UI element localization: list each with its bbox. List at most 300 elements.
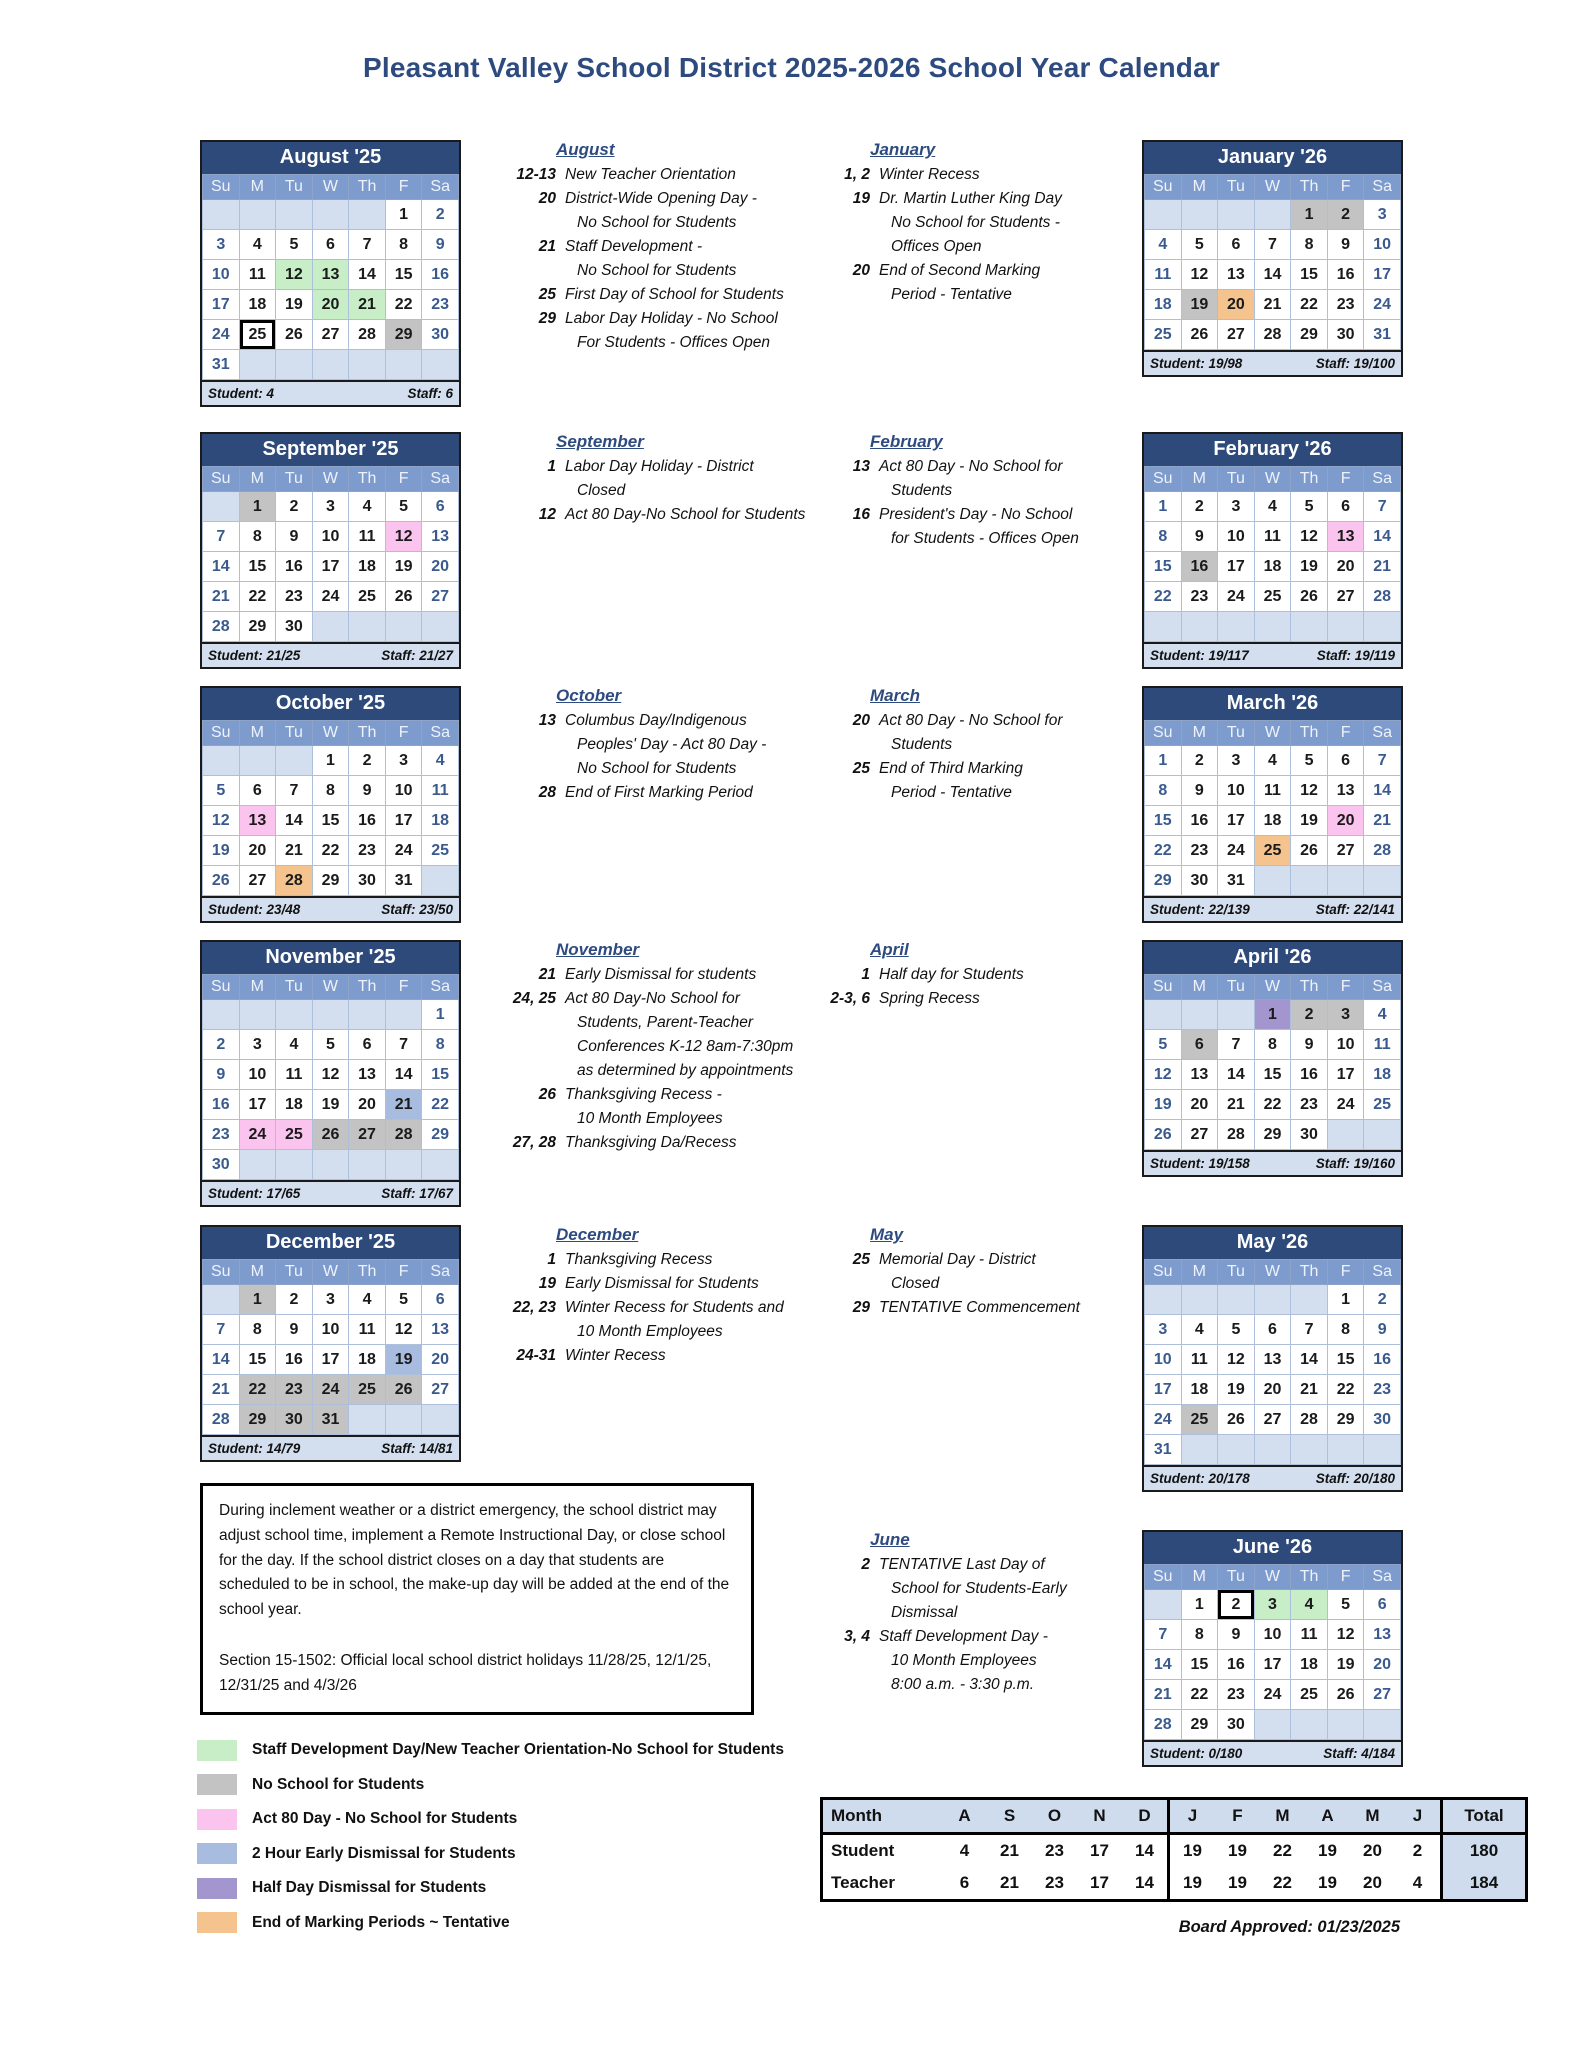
event-dates: 12	[538, 506, 556, 523]
day-cell	[1291, 1710, 1328, 1740]
day-cell	[312, 612, 349, 642]
day-cell	[203, 492, 240, 522]
event-line	[492, 1059, 804, 1083]
calendar-month-title: August '25	[202, 142, 459, 174]
event-line	[492, 163, 804, 187]
event-text: Columbus Day/Indigenous	[565, 712, 747, 729]
week-row	[203, 1405, 459, 1435]
day-cell: 11	[1364, 1030, 1401, 1060]
day-cell: 9	[203, 1060, 240, 1090]
day-cell: 27	[1327, 836, 1364, 866]
day-cell: 17	[312, 1345, 349, 1375]
calendar-month-title: October '25	[202, 688, 459, 720]
day-cell: 3	[1218, 746, 1255, 776]
summary-header-cell: N	[1077, 1799, 1122, 1834]
week-row	[1145, 1285, 1401, 1315]
summary-cell: 19	[1228, 1841, 1247, 1860]
day-cell: 17	[1218, 806, 1255, 836]
day-header: F	[385, 175, 422, 200]
events-month-title: September	[556, 432, 644, 451]
event-dates	[492, 331, 565, 355]
summary-cell: 23	[1045, 1873, 1064, 1892]
day-cell-gray: 16	[1181, 552, 1218, 582]
day-cell: 11	[349, 522, 386, 552]
day-header: Su	[1145, 175, 1182, 200]
event-text: Act 80 Day-No School for	[565, 990, 740, 1007]
day-cell	[203, 1285, 240, 1315]
day-header: Su	[1145, 1565, 1182, 1590]
day-cell: 19	[312, 1090, 349, 1120]
day-cell: 19	[276, 290, 313, 320]
day-header: M	[1181, 1565, 1218, 1590]
event-text: Peoples' Day - Act 80 Day -	[577, 736, 767, 753]
day-cell	[349, 350, 386, 380]
day-cell: 13	[1327, 776, 1364, 806]
calendar-day-counts	[1144, 642, 1401, 667]
event-line	[492, 1272, 804, 1296]
day-cell: 11	[1254, 522, 1291, 552]
day-cell-pink: 13	[1327, 522, 1364, 552]
event-dates	[492, 1011, 565, 1035]
event-text: as determined by appointments	[577, 1062, 794, 1079]
event-text: Staff Development -	[565, 238, 702, 255]
day-cell	[1254, 612, 1291, 642]
day-cell-orange: 20	[1218, 290, 1255, 320]
week-row	[203, 320, 459, 350]
day-cell: 28	[1291, 1405, 1328, 1435]
legend-label: Half Day Dismissal for Students	[252, 1879, 487, 1897]
day-cell: 27	[239, 866, 276, 896]
day-cell-blue: 21	[385, 1090, 422, 1120]
day-cell: 29	[312, 866, 349, 896]
day-header: Tu	[276, 975, 313, 1000]
day-cell	[1218, 1000, 1255, 1030]
calendar-day-counts	[202, 1435, 459, 1460]
day-cell	[239, 1150, 276, 1180]
day-cell: 16	[203, 1090, 240, 1120]
day-cell: 25	[349, 582, 386, 612]
day-cell	[239, 746, 276, 776]
event-text: Half day for Students	[879, 966, 1024, 983]
day-header: M	[1181, 1260, 1218, 1285]
student-day-count: Student: 22/139	[1150, 902, 1250, 917]
day-cell: 11	[276, 1060, 313, 1090]
day-cell: 4	[1254, 746, 1291, 776]
day-header: Sa	[422, 467, 459, 492]
day-cell: 5	[1145, 1030, 1182, 1060]
event-dates: 1	[547, 458, 556, 475]
event-dates	[492, 733, 565, 757]
day-cell: 16	[276, 1345, 313, 1375]
events-january	[806, 140, 1118, 307]
event-text: For Students - Offices Open	[577, 334, 770, 351]
day-cell: 12	[1181, 260, 1218, 290]
week-row	[1145, 1710, 1401, 1740]
day-cell-gray: 29	[385, 320, 422, 350]
day-header: W	[312, 175, 349, 200]
day-header: Tu	[1218, 721, 1255, 746]
day-header-row	[1145, 1260, 1401, 1285]
day-header-row	[203, 721, 459, 746]
day-header: W	[1254, 175, 1291, 200]
day-cell-gray: 28	[385, 1120, 422, 1150]
event-line	[492, 1248, 804, 1272]
day-header-row	[203, 1260, 459, 1285]
calendar-table	[1144, 720, 1401, 896]
events-september	[492, 432, 804, 527]
day-cell	[1327, 612, 1364, 642]
day-cell: 26	[203, 866, 240, 896]
event-line	[806, 1673, 1118, 1697]
day-header: Su	[203, 721, 240, 746]
day-cell: 14	[1254, 260, 1291, 290]
event-text: Act 80 Day - No School for	[879, 712, 1063, 729]
event-dates: 1	[547, 1251, 556, 1268]
day-cell-gray: 23	[276, 1375, 313, 1405]
event-line	[492, 1107, 804, 1131]
day-cell: 1	[1327, 1285, 1364, 1315]
summary-header-cell: Total	[1442, 1799, 1527, 1834]
day-header: F	[385, 1260, 422, 1285]
event-line	[806, 709, 1118, 733]
day-cell: 21	[1291, 1375, 1328, 1405]
event-line	[806, 503, 1118, 527]
day-cell: 27	[1181, 1120, 1218, 1150]
day-header: Th	[1291, 1565, 1328, 1590]
day-header: W	[1254, 975, 1291, 1000]
event-dates: 28	[538, 784, 556, 801]
calendar-month-title: June '26	[1144, 1532, 1401, 1564]
legend-item	[197, 1837, 784, 1872]
day-header-row	[1145, 467, 1401, 492]
event-line	[492, 1344, 804, 1368]
week-row	[203, 552, 459, 582]
summary-header-cell: Month	[822, 1799, 943, 1834]
day-cell: 2	[1181, 746, 1218, 776]
day-cell: 28	[1218, 1120, 1255, 1150]
week-row	[203, 522, 459, 552]
day-header: Sa	[1364, 1565, 1401, 1590]
legend-label: Act 80 Day - No School for Students	[252, 1810, 518, 1828]
events-month-title: February	[870, 432, 943, 451]
day-cell: 23	[1181, 836, 1218, 866]
day-cell: 13	[422, 522, 459, 552]
day-header: F	[1327, 975, 1364, 1000]
day-header: F	[1327, 1260, 1364, 1285]
day-cell: 18	[1291, 1650, 1328, 1680]
event-line	[492, 709, 804, 733]
event-text: No School for Students	[577, 262, 737, 279]
day-cell: 1	[312, 746, 349, 776]
week-row	[1145, 1590, 1401, 1620]
month-calendar-september-25	[200, 432, 461, 669]
day-cell	[1327, 1710, 1364, 1740]
week-row	[203, 1030, 459, 1060]
month-calendar-october-25	[200, 686, 461, 923]
day-cell: 24	[1364, 290, 1401, 320]
day-cell: 16	[1181, 806, 1218, 836]
day-cell-orange: 28	[276, 866, 313, 896]
day-header: Th	[349, 1260, 386, 1285]
week-row	[1145, 1650, 1401, 1680]
day-cell	[1145, 612, 1182, 642]
day-cell	[1364, 612, 1401, 642]
day-cell: 21	[203, 582, 240, 612]
day-header: F	[385, 467, 422, 492]
day-cell: 29	[1254, 1120, 1291, 1150]
day-header: Su	[203, 175, 240, 200]
legend	[197, 1733, 784, 1940]
day-cell: 4	[1254, 492, 1291, 522]
event-dates: 1, 2	[844, 166, 870, 183]
day-cell: 27	[1327, 582, 1364, 612]
events-month-title: April	[870, 940, 909, 959]
day-header: Tu	[1218, 975, 1255, 1000]
day-header: Sa	[1364, 1260, 1401, 1285]
event-line	[492, 331, 804, 355]
day-cell: 24	[1145, 1405, 1182, 1435]
day-cell: 5	[203, 776, 240, 806]
event-text: First Day of School for Students	[565, 286, 784, 303]
day-cell: 10	[1254, 1620, 1291, 1650]
day-cell: 20	[349, 1090, 386, 1120]
day-cell: 13	[422, 1315, 459, 1345]
day-cell: 11	[422, 776, 459, 806]
summary-cell: Student	[831, 1841, 895, 1860]
day-cell: 11	[1145, 260, 1182, 290]
event-line	[806, 163, 1118, 187]
event-line	[806, 987, 1118, 1011]
summary-header-cell: S	[987, 1799, 1032, 1834]
student-day-count: Student: 17/65	[208, 1186, 301, 1201]
summary-cell: 22	[1273, 1841, 1292, 1860]
day-cell	[385, 1000, 422, 1030]
day-header: Sa	[422, 175, 459, 200]
event-dates	[492, 211, 565, 235]
week-row	[203, 1285, 459, 1315]
day-cell-green: 21	[349, 290, 386, 320]
day-cell: 15	[239, 552, 276, 582]
event-text: District-Wide Opening Day -	[565, 190, 757, 207]
day-cell: 27	[312, 320, 349, 350]
day-header: M	[1181, 721, 1218, 746]
day-header: Su	[1145, 467, 1182, 492]
day-cell: 11	[239, 260, 276, 290]
day-cell: 6	[1218, 230, 1255, 260]
day-cell: 4	[1181, 1315, 1218, 1345]
day-cell: 27	[422, 1375, 459, 1405]
summary-header-cell: M	[1350, 1799, 1395, 1834]
day-cell	[312, 350, 349, 380]
day-cell: 9	[422, 230, 459, 260]
day-header: M	[239, 721, 276, 746]
day-cell	[312, 1150, 349, 1180]
event-text: Conferences K-12 8am-7:30pm	[577, 1038, 794, 1055]
event-text: Period - Tentative	[891, 784, 1012, 801]
summary-header-cell: O	[1032, 1799, 1077, 1834]
day-cell: 6	[422, 1285, 459, 1315]
day-header: Tu	[1218, 1260, 1255, 1285]
week-row	[1145, 320, 1401, 350]
week-row	[1145, 1680, 1401, 1710]
event-dates: 27, 28	[512, 1134, 556, 1151]
day-cell: 30	[1327, 320, 1364, 350]
day-cell: 23	[349, 836, 386, 866]
legend-item	[197, 1768, 784, 1803]
day-cell: 14	[1364, 776, 1401, 806]
day-header: W	[312, 721, 349, 746]
week-row	[203, 492, 459, 522]
day-cell: 10	[1145, 1345, 1182, 1375]
event-dates	[492, 1320, 565, 1344]
day-cell: 19	[1291, 552, 1328, 582]
day-cell: 8	[422, 1030, 459, 1060]
week-row	[203, 836, 459, 866]
event-dates	[492, 479, 565, 503]
summary-header-row	[822, 1799, 1527, 1834]
day-cell-gray: 25	[349, 1375, 386, 1405]
day-cell	[1327, 1435, 1364, 1465]
event-dates: 25	[538, 286, 556, 303]
day-cell: 10	[312, 522, 349, 552]
day-cell	[312, 1000, 349, 1030]
day-cell: 18	[349, 1345, 386, 1375]
day-cell: 29	[1181, 1710, 1218, 1740]
event-line	[492, 733, 804, 757]
event-text: Students	[891, 482, 953, 499]
day-cell	[349, 612, 386, 642]
event-dates	[806, 1673, 879, 1697]
day-cell: 16	[422, 260, 459, 290]
calendar-month-title: May '26	[1144, 1227, 1401, 1259]
day-cell: 1	[1181, 1590, 1218, 1620]
event-line	[492, 1083, 804, 1107]
day-cell: 4	[239, 230, 276, 260]
day-cell	[1291, 1435, 1328, 1465]
event-dates: 29	[538, 310, 556, 327]
week-row	[203, 1060, 459, 1090]
day-cell: 21	[203, 1375, 240, 1405]
events-month-title: June	[870, 1530, 910, 1549]
day-header: Su	[203, 467, 240, 492]
staff-day-count: Staff: 19/100	[1315, 356, 1395, 371]
day-cell: 7	[203, 1315, 240, 1345]
day-header: F	[1327, 721, 1364, 746]
day-cell: 3	[203, 230, 240, 260]
summary-cell: Teacher	[831, 1873, 895, 1892]
legend-label: End of Marking Periods ~ Tentative	[252, 1913, 510, 1931]
day-header: Th	[1291, 721, 1328, 746]
summary-cell: 17	[1090, 1873, 1109, 1892]
day-header: M	[239, 467, 276, 492]
day-header: Th	[1291, 1260, 1328, 1285]
day-cell: 30	[1364, 1405, 1401, 1435]
day-header: Th	[349, 975, 386, 1000]
day-cell: 28	[1364, 582, 1401, 612]
month-calendar-may-26	[1142, 1225, 1403, 1492]
month-calendar-april-26	[1142, 940, 1403, 1177]
event-line	[492, 1035, 804, 1059]
day-cell: 24	[1218, 836, 1255, 866]
month-calendar-november-25	[200, 940, 461, 1207]
event-text: Winter Recess	[565, 1347, 666, 1364]
event-text: Thanksgiving Recess	[565, 1251, 713, 1268]
day-cell: 11	[349, 1315, 386, 1345]
week-row	[203, 200, 459, 230]
day-cell-gray: 25	[1181, 1405, 1218, 1435]
events-month-title: March	[870, 686, 921, 705]
day-cell: 12	[1145, 1060, 1182, 1090]
legend-color-swatch	[197, 1878, 237, 1899]
day-cell-green: 3	[1254, 1590, 1291, 1620]
event-dates: 21	[538, 966, 556, 983]
summary-data-row	[822, 1834, 1527, 1868]
staff-day-count: Staff: 22/141	[1315, 902, 1395, 917]
day-cell	[1145, 1590, 1182, 1620]
day-cell	[1218, 1435, 1255, 1465]
staff-day-count: Staff: 20/180	[1315, 1471, 1395, 1486]
event-line	[492, 235, 804, 259]
event-dates	[492, 757, 565, 781]
day-cell: 9	[1218, 1620, 1255, 1650]
day-cell	[1145, 1285, 1182, 1315]
event-line	[492, 757, 804, 781]
day-cell: 7	[1364, 492, 1401, 522]
event-line	[806, 259, 1118, 283]
event-line	[806, 1272, 1118, 1296]
day-header: M	[1181, 975, 1218, 1000]
day-header: W	[1254, 721, 1291, 746]
day-cell-pink: 20	[1327, 806, 1364, 836]
day-cell: 28	[203, 1405, 240, 1435]
day-cell	[422, 866, 459, 896]
legend-color-swatch	[197, 1740, 237, 1761]
day-cell: 16	[276, 552, 313, 582]
week-row	[1145, 582, 1401, 612]
event-text: End of Second Marking	[879, 262, 1041, 279]
event-text: for Students - Offices Open	[891, 530, 1079, 547]
day-cell: 26	[385, 582, 422, 612]
day-cell: 14	[349, 260, 386, 290]
day-header: F	[1327, 467, 1364, 492]
day-header: Th	[1291, 175, 1328, 200]
day-cell: 8	[239, 1315, 276, 1345]
day-cell: 1	[385, 200, 422, 230]
day-cell: 3	[239, 1030, 276, 1060]
day-cell-blue: 19	[385, 1345, 422, 1375]
day-cell: 29	[1327, 1405, 1364, 1435]
day-cell: 15	[1145, 806, 1182, 836]
day-cell: 31	[1145, 1435, 1182, 1465]
day-cell: 6	[239, 776, 276, 806]
day-header-row	[203, 975, 459, 1000]
day-header: Th	[349, 721, 386, 746]
day-cell: 19	[203, 836, 240, 866]
day-cell: 26	[1291, 582, 1328, 612]
student-day-count: Student: 4	[208, 386, 274, 401]
day-cell: 23	[1218, 1680, 1255, 1710]
legend-color-swatch	[197, 1843, 237, 1864]
day-header: W	[1254, 1260, 1291, 1285]
day-cell: 8	[1145, 776, 1182, 806]
day-header: W	[312, 467, 349, 492]
day-cell: 22	[1254, 1090, 1291, 1120]
day-cell: 5	[385, 1285, 422, 1315]
summary-header-cell: M	[1260, 1799, 1305, 1834]
week-row	[1145, 1090, 1401, 1120]
month-calendar-december-25	[200, 1225, 461, 1462]
event-text: 8:00 a.m. - 3:30 p.m.	[891, 1676, 1035, 1693]
